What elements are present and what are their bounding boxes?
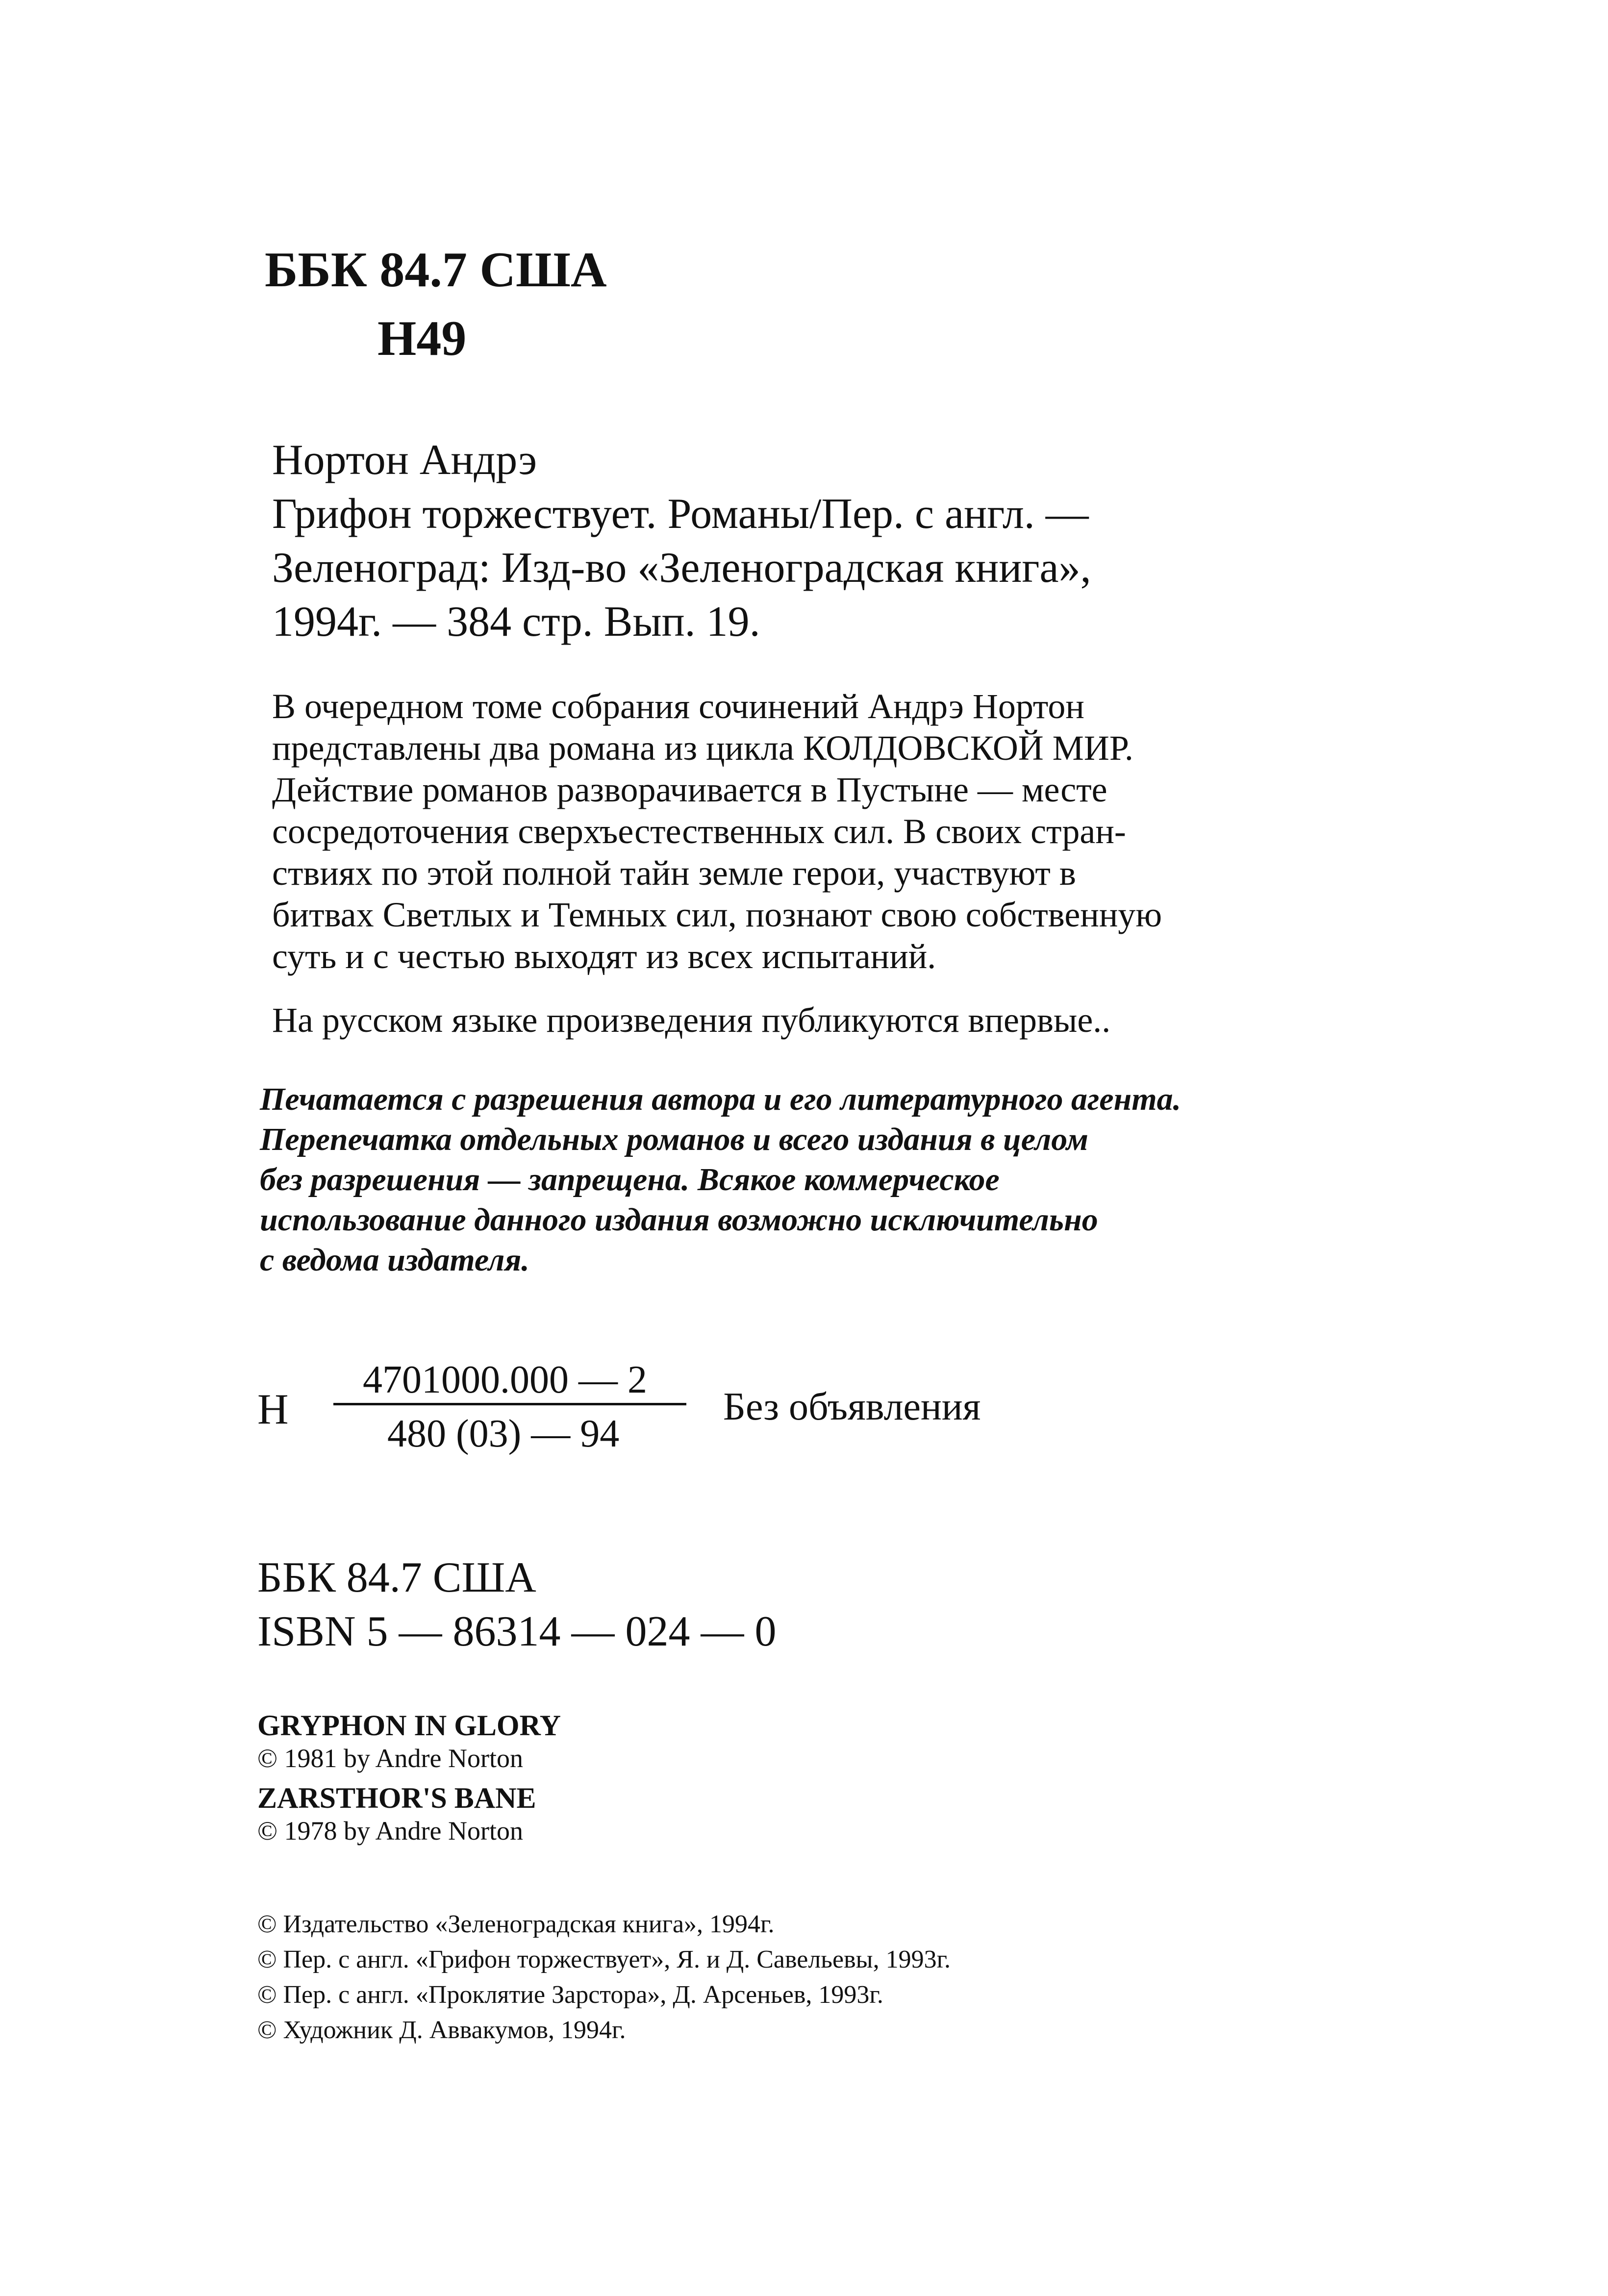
index-letter: Н xyxy=(257,1386,289,1433)
bbk-code: ББК 84.7 США xyxy=(257,1554,536,1601)
annotation-line: битвах Светлых и Темных сил, познают свою собственную xyxy=(272,895,1162,934)
original-copyright: © 1978 by Andre Norton xyxy=(257,1816,523,1846)
annotation-line: В очередном томе собрания сочинений Андрэ Нортон xyxy=(272,687,1084,726)
index-note: Без объявления xyxy=(723,1385,981,1428)
author-name: Нортон Андрэ xyxy=(272,436,537,484)
author-mark: Н49 xyxy=(377,311,467,366)
original-title: ZARSTHOR'S BANE xyxy=(257,1782,536,1814)
copyright-warning-line: с ведома издателя. xyxy=(260,1242,529,1278)
fraction-divider xyxy=(333,1403,686,1405)
book-title-line: Грифон торжествует. Романы/Пер. с англ. — xyxy=(272,490,1089,538)
russian-copyright-line: © Пер. с англ. «Проклятие Зарстора», Д. Арсеньев, 1993г. xyxy=(257,1981,883,2009)
original-title: GRYPHON IN GLORY xyxy=(257,1709,561,1742)
index-numerator: 4701000.000 — 2 xyxy=(363,1358,647,1401)
annotation-line: суть и с честью выходят из всех испытаний. xyxy=(272,937,936,976)
index-denominator: 480 (03) — 94 xyxy=(387,1412,620,1455)
russian-copyright-line: © Издательство «Зеленоградская книга», 1994г. xyxy=(257,1910,775,1938)
isbn-code: ISBN 5 — 86314 — 024 — 0 xyxy=(257,1608,777,1655)
year-pages-line: 1994г. — 384 стр. Вып. 19. xyxy=(272,598,760,646)
copyright-warning-line: использование данного издания возможно исключительно xyxy=(260,1202,1098,1238)
first-publication-note: На русском языке произведения публикуются впервые.. xyxy=(272,1000,1111,1040)
annotation-line: ствиях по этой полной тайн земле герои, участвуют в xyxy=(272,853,1076,893)
classification-code: ББК 84.7 США xyxy=(265,242,607,298)
original-copyright: © 1981 by Andre Norton xyxy=(257,1744,523,1773)
copyright-warning-line: без разрешения — запрещена. Всякое коммерческое xyxy=(260,1162,1000,1198)
annotation-line: сосредоточения сверхъестественных сил. В своих стран- xyxy=(272,812,1126,851)
annotation-line: представлены два романа из цикла КОЛДОВСКОЙ МИР. xyxy=(272,728,1133,768)
russian-copyright-line: © Художник Д. Аввакумов, 1994г. xyxy=(257,2016,626,2044)
copyright-warning-line: Перепечатка отдельных романов и всего издания в целом xyxy=(260,1122,1088,1157)
russian-copyright-line: © Пер. с англ. «Грифон торжествует», Я. и Д. Савельевы, 1993г. xyxy=(257,1946,951,1973)
annotation-line: Действие романов разворачивается в Пустыне — месте xyxy=(272,770,1107,809)
copyright-warning-line: Печатается с разрешения автора и его литературного агента. xyxy=(260,1081,1181,1117)
publisher-line: Зеленоград: Изд-во «Зеленоградская книга», xyxy=(272,544,1091,592)
